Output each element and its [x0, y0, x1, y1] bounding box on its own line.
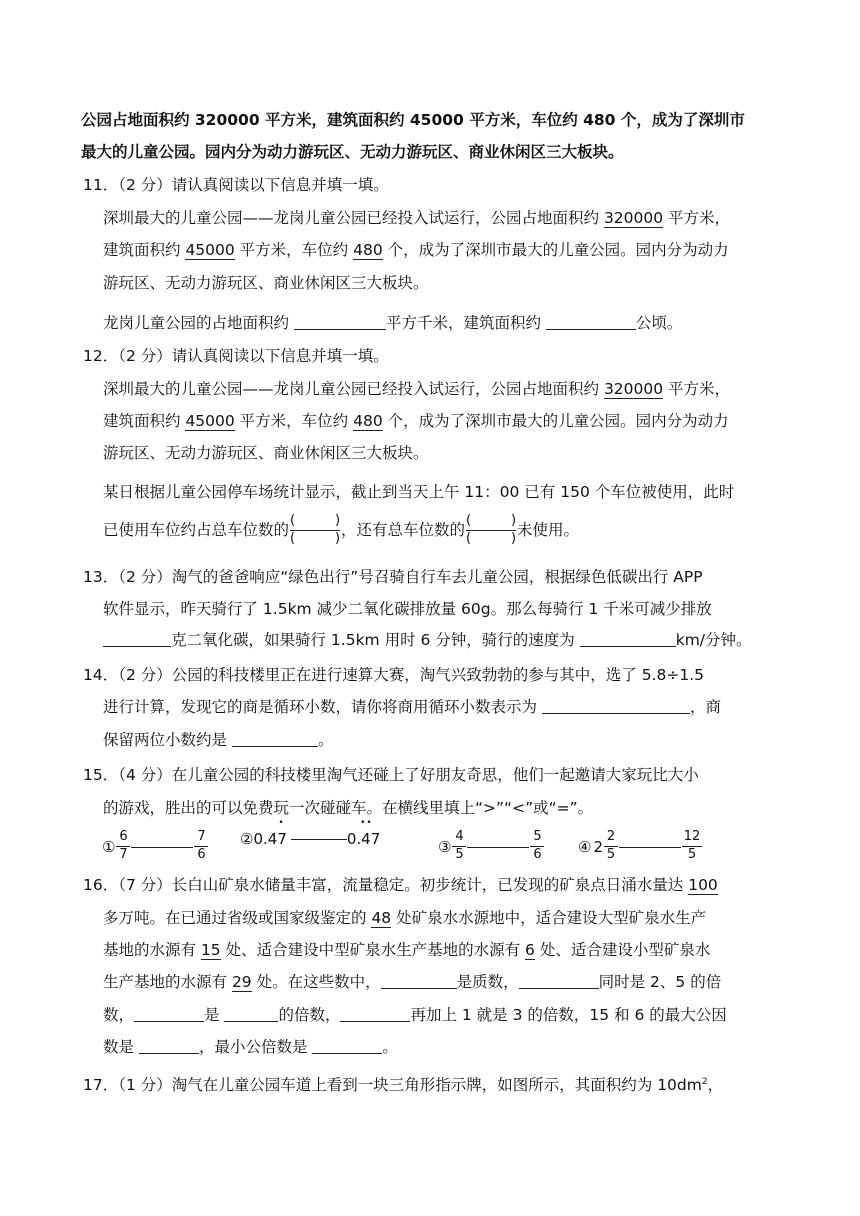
- q11-parking-number: 480: [353, 241, 383, 259]
- q16-answer-blank-5[interactable]: [340, 1004, 410, 1022]
- q12-fraction-blank-2[interactable]: ( ) ( ): [466, 512, 517, 546]
- q11-heading: 11．（2 分）请认真阅读以下信息并填一填。: [83, 176, 389, 194]
- q11-answer-blank-2[interactable]: [546, 312, 636, 330]
- q16-line-5: 数， 是 的倍数， 再加上 1 就是 3 的倍数，15 和 6 的最大公因: [103, 1006, 727, 1024]
- q12-fraction-blank-1[interactable]: ( ) ( ): [290, 512, 341, 546]
- q15-compare-blank-2[interactable]: [291, 838, 347, 840]
- q12-heading: 12．（2 分）请认真阅读以下信息并填一填。: [83, 347, 389, 365]
- q11-area-number: 320000: [603, 209, 664, 227]
- q11-para-line-2: 建筑面积约 45000 平方米，车位约 480 个，成为了深圳市最大的儿童公园。园内分为动力: [103, 241, 729, 259]
- q16-line-4: 生产基地的水源有 29 处。在这些数中， 是质数， 同时是 2、5 的倍: [103, 973, 722, 991]
- q16-line-3: 基地的水源有 15 处、适合建设中型矿泉水生产基地的水源有 6 处、适合建设小型矿泉水: [103, 941, 711, 959]
- q15-compare-blank-3[interactable]: [467, 846, 529, 848]
- q16-answer-blank-4[interactable]: [224, 1004, 278, 1022]
- q12-para-line-4: 某日根据儿童公园停车场统计显示，截止到当天上午 11：00 已有 150 个车位被使用，此时: [103, 483, 735, 501]
- q12-para-line-1: 深圳最大的儿童公园——龙岗儿童公园已经投入试运行，公园占地面积约 320000 平方米，: [103, 380, 731, 398]
- q13-answer-blank-1[interactable]: [103, 629, 171, 647]
- q16-answer-blank-1[interactable]: [381, 971, 457, 989]
- q16-line-6: 数是 ，最小公倍数是 。: [103, 1038, 398, 1056]
- q14-line-1: 14．（2 分）公园的科技楼里正在进行速算大赛，淘气兴致勃勃的参与其中，选了 5.8÷1.5: [83, 666, 704, 684]
- q11-answer-blank-1[interactable]: [294, 312, 386, 330]
- intro-line-1: 公园占地面积约 320000 平方米，建筑面积约 45000 平方米，车位约 480 个，成为了深圳市: [81, 111, 745, 129]
- q15-compare-4: ④ 2 $\frac{2}{5}$ $\frac{12}{5}$: [578, 829, 701, 862]
- q16-answer-blank-3[interactable]: [134, 1004, 204, 1022]
- q11-building-number: 45000: [185, 241, 235, 259]
- q13-line-3: 克二氧化碳，如果骑行 1.5km 用时 6 分钟，骑行的速度为 km/分钟。: [103, 629, 752, 651]
- q17-line-1: 17．（1 分）淘气在儿童公园车道上看到一块三角形指示牌，如图所示，其面积约为 $10dm^2$，: [83, 1076, 724, 1095]
- q16-line-1: 16．（7 分）长白山矿泉水储量丰富，流量稳定。初步统计，已发现的矿泉点日涌水量达 100: [83, 876, 718, 894]
- q15-line-2: 的游戏，胜出的可以免费玩一次碰碰车。在横线里填上“>”“<”或“=”。: [103, 799, 594, 817]
- q15-compare-blank-4[interactable]: [619, 846, 681, 848]
- q16-answer-blank-6[interactable]: [139, 1036, 199, 1054]
- q16-answer-blank-7[interactable]: [312, 1036, 382, 1054]
- q14-line-2: 进行计算，发现它的商是循环小数，请你将商用循环小数表示为 ，商: [103, 698, 721, 716]
- intro-line-2: 最大的儿童公园。园内分为动力游玩区、无动力游玩区、商业休闲区三大板块。: [81, 143, 624, 161]
- q11-question-line: 龙岗儿童公园的占地面积约 平方千米，建筑面积约 公顷。: [103, 314, 683, 332]
- q15-line-1: 15．（4 分）在儿童公园的科技楼里淘气还碰上了好朋友奇思，他们一起邀请大家玩比大小: [83, 766, 699, 784]
- q16-answer-blank-2[interactable]: [519, 971, 599, 989]
- q15-compare-1: ① $\frac{6}{7}$ $\frac{7}{6}$: [102, 830, 209, 863]
- q16-line-2: 多万吨。在已通过省级或国家级鉴定的 48 处矿泉水水源地中，适合建设大型矿泉水生产: [103, 909, 707, 927]
- q13-line-2: 软件显示，昨天骑行了 1.5km 减少二氧化碳排放量 60g。那么每骑行 1 千米可减少排放: [103, 600, 712, 618]
- q13-answer-blank-2[interactable]: [580, 629, 676, 647]
- q12-para-line-3: 游玩区、无动力游玩区、商业休闲区三大板块。: [103, 444, 429, 462]
- q12-question-line: 已使用车位约占总车位数的 ( ) ( ) ，还有总车位数的 ( ) ( ) 未使用。: [103, 512, 580, 546]
- q15-compare-2: ② 0.4 • 7 0. • • 47: [240, 830, 380, 848]
- q14-line-3: 保留两位小数约是 。: [103, 731, 334, 749]
- q11-para-line-1: 深圳最大的儿童公园——龙岗儿童公园已经投入试运行，公园占地面积约 320000 平方米，: [103, 209, 731, 227]
- q13-line-1: 13．（2 分）淘气的爸爸响应“绿色出行”号召骑自行车去儿童公园，根据绿色低碳出行 APP: [83, 568, 703, 586]
- q14-answer-blank-2[interactable]: [232, 729, 318, 747]
- q12-para-line-2: 建筑面积约 45000 平方米，车位约 480 个，成为了深圳市最大的儿童公园。园内分为动力: [103, 412, 729, 430]
- q11-para-line-3: 游玩区、无动力游玩区、商业休闲区三大板块。: [103, 274, 429, 292]
- q14-answer-blank-1[interactable]: [542, 696, 690, 714]
- q15-compare-blank-1[interactable]: [131, 846, 193, 848]
- q15-compare-3: ③ $\frac{4}{5}$ $\frac{5}{6}$: [438, 830, 545, 863]
